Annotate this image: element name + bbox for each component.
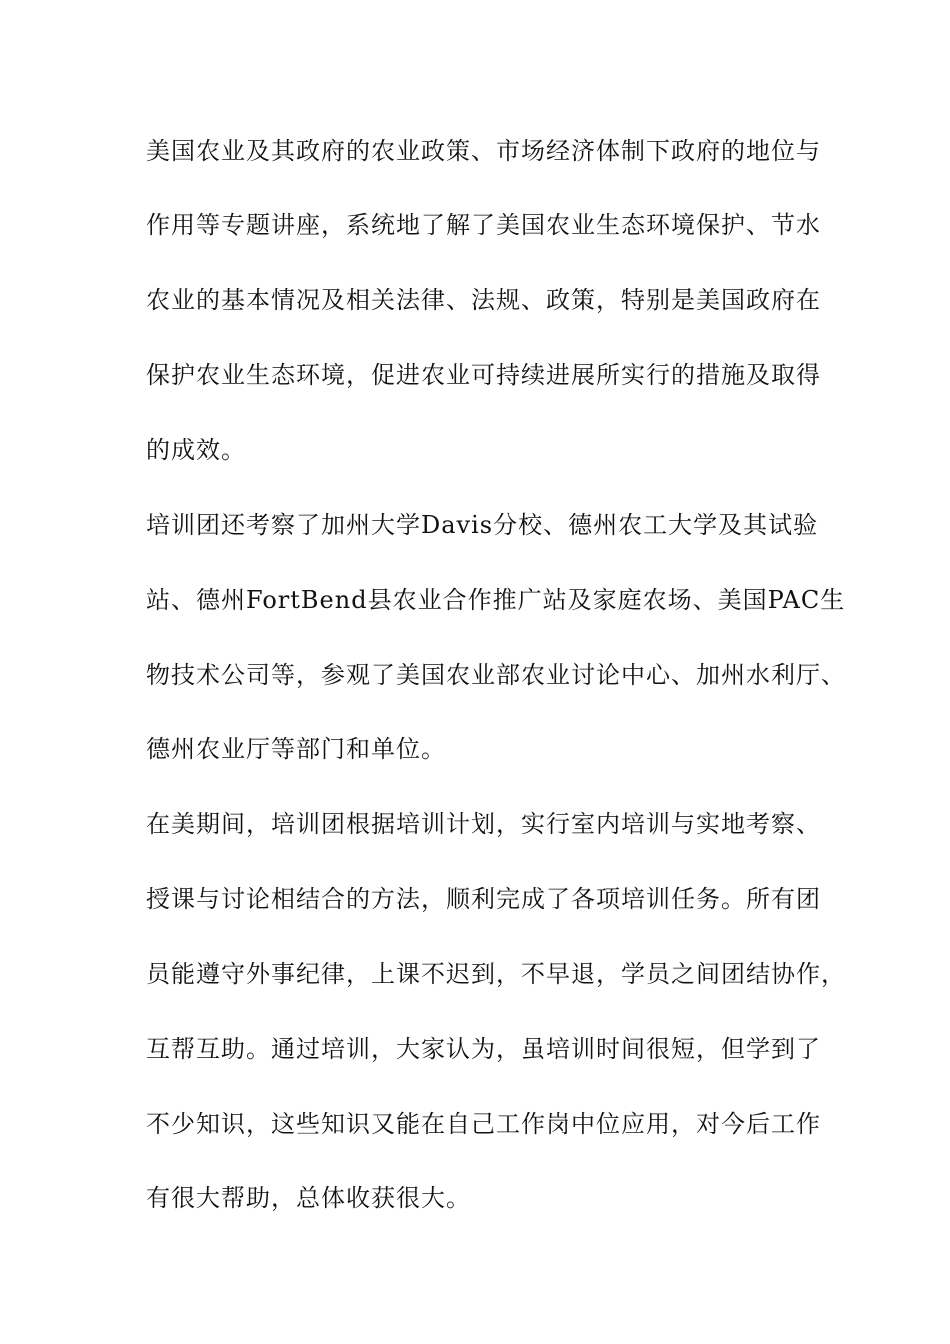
text-line-7: 站、德州FortBend县农业合作推广站及家庭农场、美国PAC生 bbox=[146, 586, 846, 614]
text-line-3: 农业的基本情况及相关法律、法规、政策，特别是美国政府在 bbox=[146, 286, 821, 314]
text-line-9: 德州农业厅等部门和单位。 bbox=[146, 735, 446, 763]
text-line-1: 美国农业及其政府的农业政策、市场经济体制下政府的地位与 bbox=[146, 137, 821, 165]
text-line-12: 员能遵守外事纪律，上课不迟到，不早退，学员之间团结协作， bbox=[146, 960, 846, 988]
text-line-2: 作用等专题讲座，系统地了解了美国农业生态环境保护、节水 bbox=[146, 211, 821, 239]
text-line-4: 保护农业生态环境，促进农业可持续进展所实行的措施及取得 bbox=[146, 361, 821, 389]
text-line-14: 不少知识，这些知识又能在自己工作岗中位应用，对今后工作 bbox=[146, 1110, 821, 1138]
text-line-13: 互帮互助。通过培训，大家认为，虽培训时间很短，但学到了 bbox=[146, 1035, 821, 1063]
text-line-10: 在美期间，培训团根据培训计划，实行室内培训与实地考察、 bbox=[146, 810, 821, 838]
text-line-5: 的成效。 bbox=[146, 436, 246, 464]
text-line-11: 授课与讨论相结合的方法，顺利完成了各项培训任务。所有团 bbox=[146, 885, 821, 913]
text-line-15: 有很大帮助，总体收获很大。 bbox=[146, 1184, 471, 1212]
text-line-8: 物技术公司等，参观了美国农业部农业讨论中心、加州水利厅、 bbox=[146, 661, 846, 689]
text-line-6: 培训团还考察了加州大学Davis分校、德州农工大学及其试验 bbox=[146, 511, 819, 539]
